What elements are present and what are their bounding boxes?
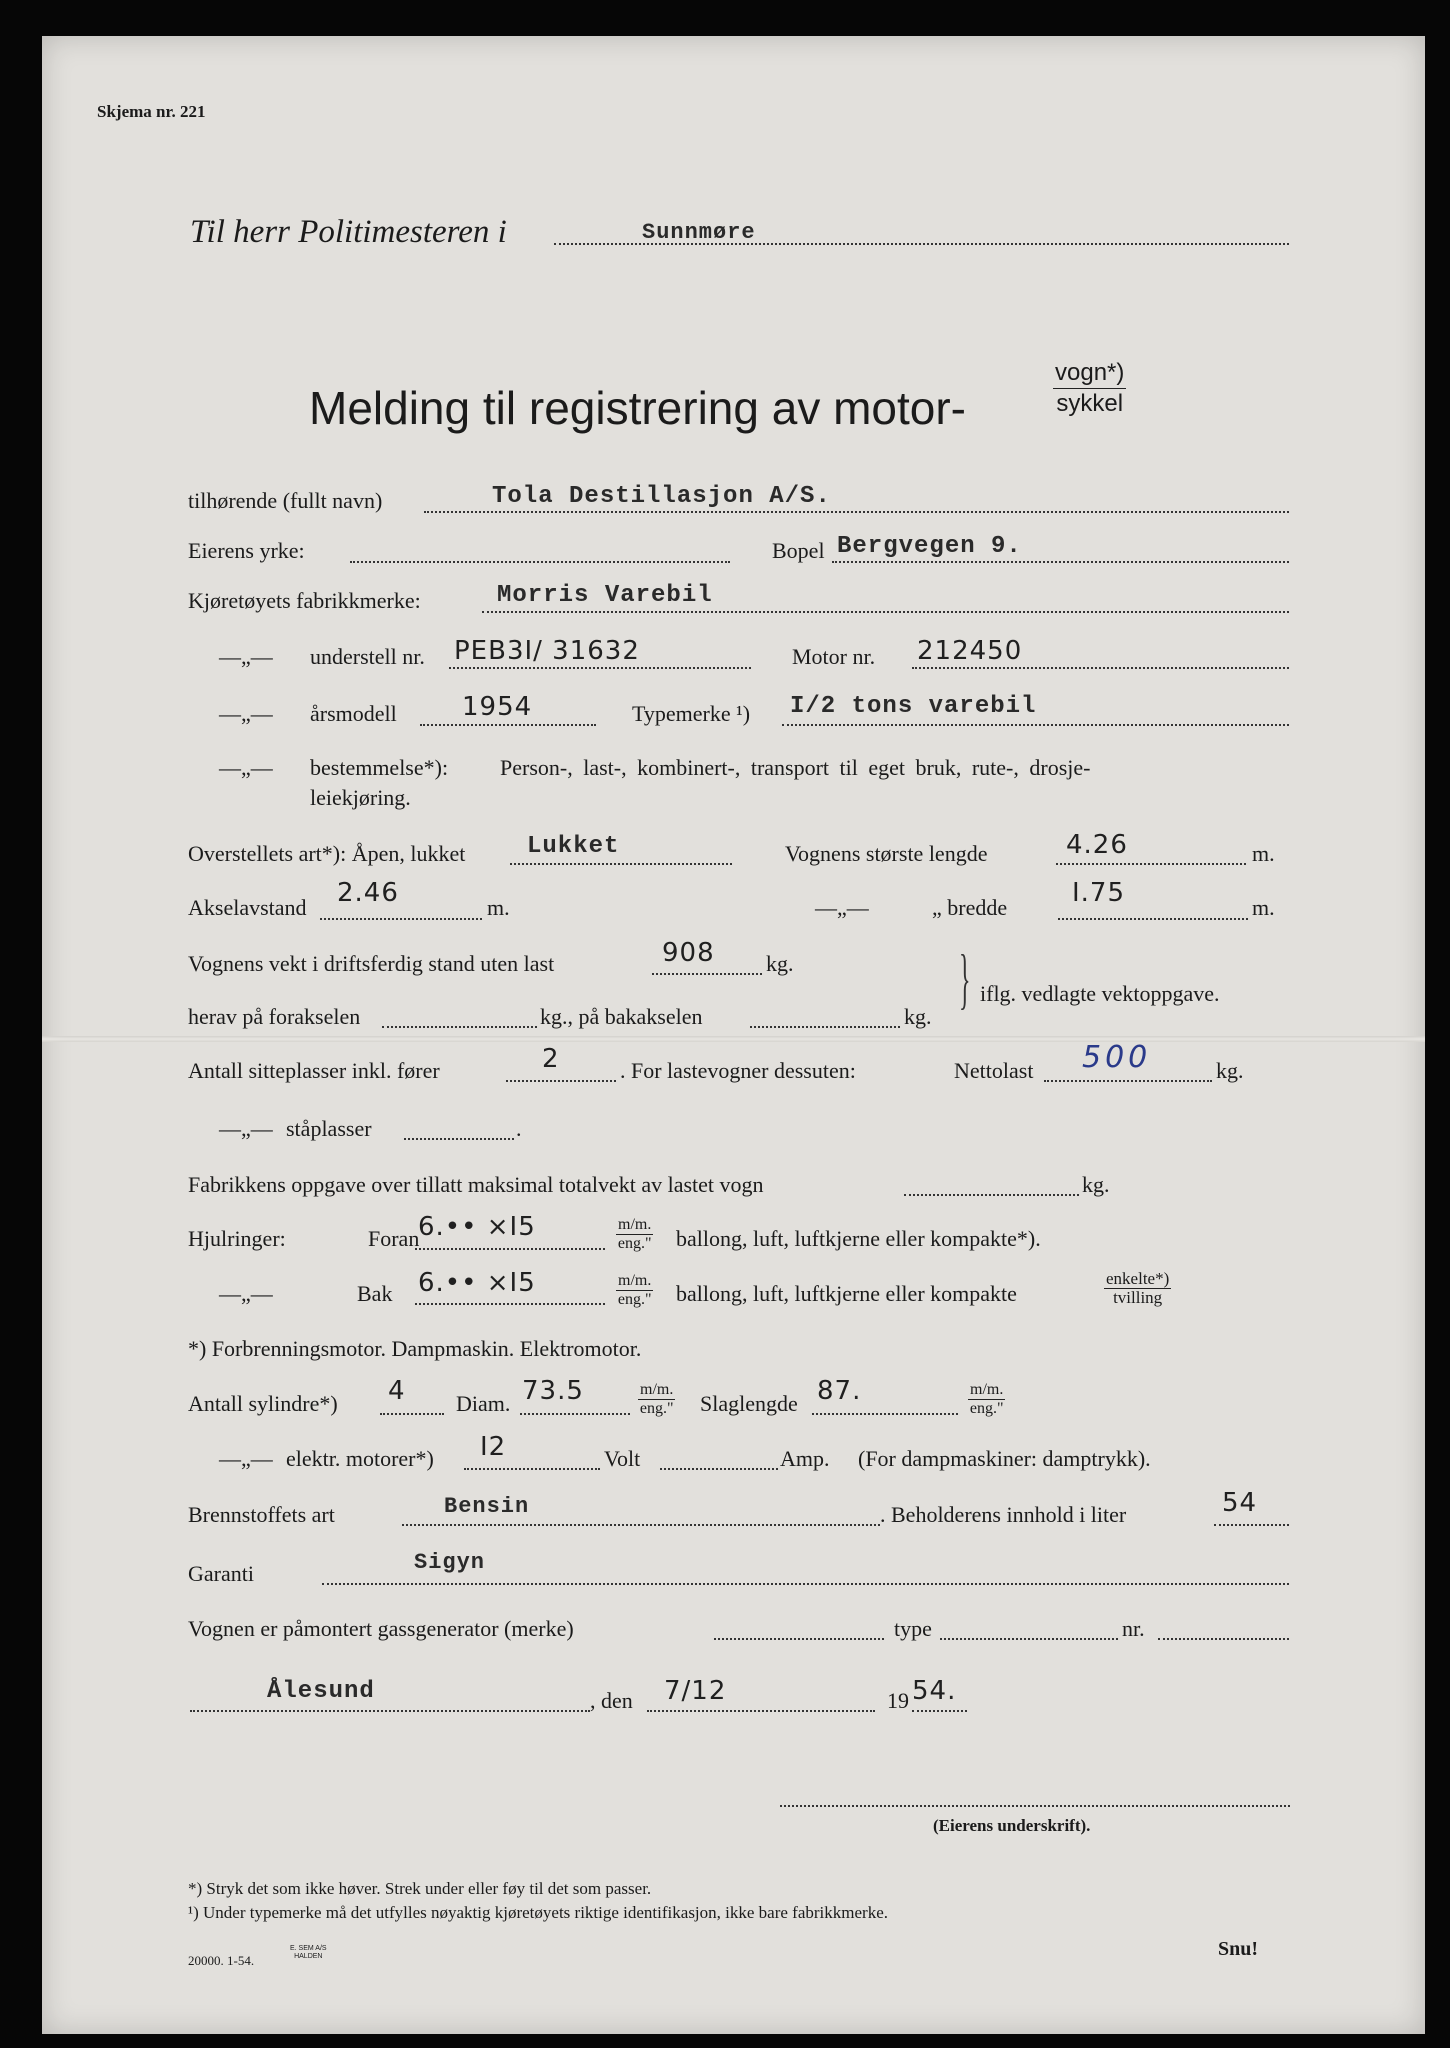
owner-value: Tola Destillasjon A/S.: [492, 483, 831, 510]
seats-line: [506, 1080, 616, 1082]
signature-label: (Eierens underskrift).: [933, 1816, 1091, 1835]
unit-eng: eng.": [617, 1291, 652, 1308]
diam-label: Diam.: [456, 1391, 511, 1416]
year-prefix: 19: [887, 1688, 909, 1713]
unit-mm: m/m.: [618, 1216, 652, 1233]
cylinders-value: 4: [388, 1376, 406, 1406]
electric-motors-label: elektr. motorer*): [286, 1446, 434, 1471]
title-vehicle-options: [1053, 358, 1126, 419]
place-line: [190, 1710, 590, 1712]
diam-line: [520, 1413, 630, 1415]
body-type-line: [510, 863, 732, 865]
length-value: 4.26: [1066, 830, 1128, 860]
net-load-line: [1044, 1080, 1212, 1082]
max-weight-unit: kg.: [1082, 1172, 1110, 1197]
type-mark-value: I/2 tons varebil: [790, 693, 1037, 720]
standing-suffix: .: [516, 1116, 522, 1141]
date-label: , den: [590, 1688, 633, 1713]
seats-value: 2: [542, 1044, 560, 1074]
max-weight-line: [904, 1194, 1079, 1196]
wheels-front-value: 6.•• ×I5: [418, 1212, 536, 1242]
rear-axle-label: kg., på bakakselen: [540, 1004, 703, 1029]
unit-eng: eng.": [639, 1400, 674, 1417]
fuel-label: Brennstoffets art: [188, 1502, 335, 1527]
motor-line: [912, 667, 1289, 669]
model-year-value: 1954: [462, 692, 533, 722]
stroke-label: Slaglengde: [700, 1391, 798, 1416]
unit-mm: m/m.: [618, 1272, 652, 1289]
occupation-line: [350, 561, 730, 563]
fuel-line: [402, 1524, 880, 1526]
tire-types-rear: ballong, luft, luftkjerne eller kompakte: [676, 1281, 1017, 1306]
model-year-line: [420, 724, 596, 726]
length-unit: m.: [1252, 841, 1275, 866]
wheelbase-label: Akselavstand: [188, 895, 307, 920]
footnote-1: *) Stryk det som ikke høver. Strek under eller føy til det som passer.: [188, 1879, 652, 1898]
ditto-mark: —„—: [219, 1281, 273, 1306]
stroke-unit: [968, 1381, 1005, 1418]
signature-line: [780, 1805, 1290, 1807]
twin-option: tvilling: [1113, 1288, 1163, 1307]
chassis-value: PEB3I/ 31632: [454, 636, 640, 666]
gas-nr-line: [1158, 1638, 1289, 1640]
engine-types: *) Forbrenningsmotor. Dampmaskin. Elektromotor.: [188, 1336, 642, 1361]
weight-value: 908: [662, 938, 715, 968]
addressee-label: Til herr Politimesteren i: [190, 214, 507, 250]
guarantee-label: Garanti: [188, 1561, 254, 1586]
width-value: I.75: [1072, 878, 1126, 908]
weight-line: [652, 973, 762, 975]
standing-line: [404, 1138, 514, 1140]
occupation-label: Eierens yrke:: [188, 538, 305, 563]
printer-name: E. SEM A/S: [290, 1945, 327, 1952]
type-mark-line: [782, 724, 1289, 726]
printer-city: HALDEN: [294, 1953, 323, 1960]
form-paper: [42, 36, 1425, 2034]
addressee-value: Sunnmøre: [642, 220, 756, 245]
printer-imprint: [290, 1945, 327, 1961]
gas-type-line: [940, 1638, 1118, 1640]
lorry-label: . For lastevogner dessuten:: [620, 1058, 856, 1083]
wheelbase-line: [320, 918, 482, 920]
residence-label: Bopel: [772, 538, 825, 563]
make-label: Kjøretøyets fabrikkmerke:: [188, 588, 421, 613]
ditto-mark: —„—: [219, 755, 273, 780]
seats-label: Antall sitteplasser inkl. fører: [188, 1058, 440, 1083]
diam-value: 73.5: [522, 1376, 584, 1406]
purpose-options: Person-, last-, kombinert-, transport til eget bruk, rute-, drosje-: [500, 755, 1091, 780]
tank-value: 54: [1222, 1488, 1258, 1518]
date-line: [647, 1710, 875, 1712]
form-title: Melding til registrering av motor-: [309, 382, 967, 434]
ditto-mark: —„—: [815, 895, 869, 920]
signing-place: Ålesund: [267, 1678, 375, 1705]
electric-motors-line: [464, 1468, 600, 1470]
unit-eng: eng.": [969, 1400, 1004, 1417]
fuel-value: Bensin: [444, 1494, 530, 1519]
length-line: [1056, 863, 1246, 865]
gas-type-label: type: [894, 1616, 932, 1641]
gas-generator-label: Vognen er påmontert gassgenerator (merke): [188, 1616, 574, 1641]
purpose-options-cont: leiekjøring.: [310, 785, 411, 810]
wheels-rear-line: [415, 1303, 605, 1305]
net-load-unit: kg.: [1216, 1058, 1244, 1083]
year-value: 54.: [912, 1676, 957, 1706]
fold-crease: [42, 1036, 1425, 1042]
wheels-label: Hjulringer:: [188, 1226, 286, 1251]
width-unit: m.: [1252, 895, 1275, 920]
tank-label: . Beholderens innhold i liter: [880, 1502, 1127, 1527]
standing-label: ståplasser: [286, 1116, 372, 1141]
unit-mm: m/m.: [970, 1381, 1004, 1398]
motor-label: Motor nr.: [792, 644, 876, 669]
width-line: [1058, 918, 1248, 920]
wheels-rear-label: Bak: [357, 1281, 393, 1306]
model-year-label: årsmodell: [310, 701, 397, 726]
year-line: [912, 1710, 967, 1712]
cylinders-label: Antall sylindre*): [188, 1391, 338, 1416]
type-mark-label: Typemerke ¹): [632, 701, 751, 726]
electric-motors-value: I2: [480, 1432, 507, 1462]
title-option-car: vogn*): [1053, 358, 1126, 389]
wheels-front-unit: [616, 1216, 653, 1253]
ditto-mark: —„—: [219, 701, 273, 726]
ditto-mark: —„—: [219, 1116, 273, 1141]
make-value: Morris Varebil: [497, 582, 713, 609]
residence-value: Bergvegen 9.: [837, 533, 1022, 560]
footnote-2: ¹) Under typemerke må det utfylles nøyaktig kjøretøyets riktige identifikasjon, ikke bare fabrikkmerke.: [188, 1903, 888, 1922]
volt-line: [660, 1468, 778, 1470]
wheelbase-value: 2.46: [337, 878, 399, 908]
guarantee-line: [322, 1583, 1289, 1585]
volt-label: Volt: [604, 1446, 641, 1471]
unit-eng: eng.": [617, 1235, 652, 1252]
weight-note: iflg. vedlagte vektoppgave.: [980, 981, 1220, 1006]
cylinders-line: [380, 1413, 444, 1415]
tank-line: [1214, 1524, 1289, 1526]
amp-label: Amp.: [780, 1446, 830, 1471]
wheels-front-line: [415, 1248, 605, 1250]
purpose-label: bestemmelse*):: [310, 755, 449, 780]
body-type-value: Lukket: [527, 833, 620, 860]
length-label: Vognens største lengde: [785, 841, 988, 866]
owner-line: [424, 511, 1289, 513]
steam-pressure-note: (For dampmaskiner: damptrykk).: [858, 1446, 1151, 1471]
unit-mm: m/m.: [640, 1381, 674, 1398]
diam-unit: [638, 1381, 675, 1418]
signing-date: 7/12: [664, 1676, 727, 1706]
turn-over-note: Snu!: [1218, 1938, 1259, 1960]
front-axle-label: herav på forakselen: [188, 1004, 361, 1029]
residence-line: [832, 561, 1289, 563]
brace: }: [959, 940, 971, 1016]
wheels-rear-value: 6.•• ×I5: [418, 1268, 536, 1298]
chassis-label: understell nr.: [310, 644, 425, 669]
title-option-cycle: sykkel: [1056, 390, 1124, 417]
single-twin-options: [1104, 1270, 1171, 1307]
print-run: 20000. 1-54.: [188, 1953, 255, 1968]
ditto-mark: —„—: [219, 644, 273, 669]
tire-types-front: ballong, luft, luftkjerne eller kompakte*).: [676, 1226, 1041, 1251]
wheels-front-label: Foran: [368, 1226, 420, 1251]
owner-label: tilhørende (fullt navn): [188, 488, 383, 513]
wheels-rear-unit: [616, 1272, 653, 1309]
gas-generator-line: [714, 1638, 884, 1640]
net-load-label: Nettolast: [954, 1058, 1034, 1083]
motor-value: 212450: [917, 636, 1023, 666]
weight-unit: kg.: [766, 951, 794, 976]
stroke-value: 87.: [817, 1376, 862, 1406]
net-load-value: 500: [1082, 1040, 1152, 1075]
gas-nr-label: nr.: [1122, 1616, 1145, 1641]
schema-number: Skjema nr. 221: [97, 102, 206, 121]
weight-label: Vognens vekt i driftsferdig stand uten last: [188, 951, 555, 976]
ditto-mark: —„—: [219, 1446, 273, 1471]
body-type-label: Overstellets art*): Åpen, lukket: [188, 841, 466, 866]
make-line: [482, 611, 1289, 613]
wheelbase-unit: m.: [487, 895, 510, 920]
max-weight-label: Fabrikkens oppgave over tillatt maksimal totalvekt av lastet vogn: [188, 1172, 764, 1197]
rear-axle-line: [750, 1026, 900, 1028]
axle-unit: kg.: [904, 1004, 932, 1029]
chassis-line: [449, 667, 751, 669]
guarantee-value: Sigyn: [414, 1550, 486, 1575]
single-option: enkelte*): [1106, 1269, 1170, 1288]
width-label: „ bredde: [932, 895, 1008, 920]
front-axle-line: [382, 1026, 537, 1028]
stroke-line: [812, 1413, 958, 1415]
